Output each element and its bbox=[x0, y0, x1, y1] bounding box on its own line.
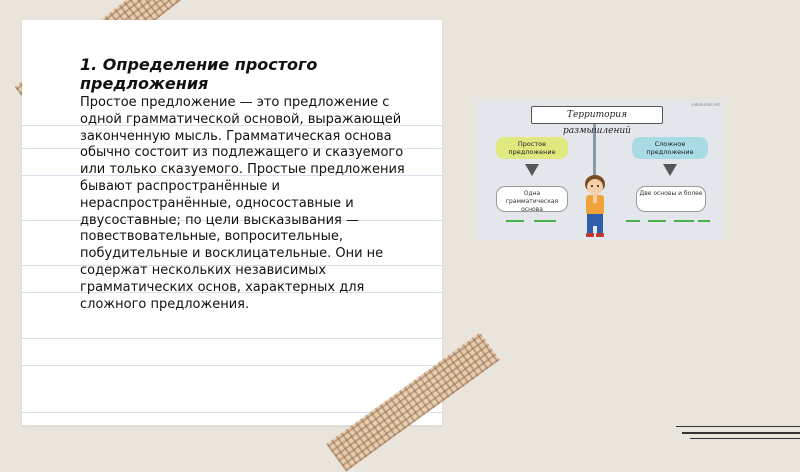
illustration-banner: Территория размышлений bbox=[531, 106, 663, 124]
complex-sentence-bubble: Сложное предложение bbox=[632, 137, 708, 159]
arrow-down-icon bbox=[663, 164, 677, 176]
decor-line bbox=[682, 432, 800, 434]
decor-line bbox=[534, 220, 556, 222]
decor-line bbox=[698, 220, 710, 222]
decor-line bbox=[648, 220, 666, 222]
decor-line bbox=[626, 220, 640, 222]
decor-line bbox=[506, 220, 524, 222]
paper-rule bbox=[22, 338, 442, 339]
arrow-down-icon bbox=[525, 164, 539, 176]
illustration-image bbox=[476, 100, 724, 240]
simple-sentence-bubble: Простое предложение bbox=[496, 137, 568, 159]
slide-body-text: Простое предложение — это предложение с одной грамматической основой, выражающей законченную мысль. Грамматическая основа обычно состоит из подлежащего и сказуемого или только сказуемого. Простые предложения бывают распространённые и нераспространённые, односоставные и двусоставные; по цели высказывания — повествовательные, вопросительные, побудительные и восклицательные. Они не содержат нескольких независимых грамматических основ, характерных для сложного предложения. bbox=[80, 95, 405, 312]
slide-title: 1. Определение простого предложения bbox=[80, 55, 318, 93]
thinking-boy-icon bbox=[578, 170, 612, 238]
simple-sentence-result: Одна грамматическая основа bbox=[496, 186, 568, 212]
decor-line bbox=[690, 438, 800, 439]
decor-line bbox=[676, 426, 800, 427]
illustration-credit: videouroki.net bbox=[691, 102, 720, 107]
decor-line bbox=[674, 220, 694, 222]
complex-sentence-result: Две основы и более bbox=[636, 186, 706, 212]
paper-rule bbox=[22, 365, 442, 366]
